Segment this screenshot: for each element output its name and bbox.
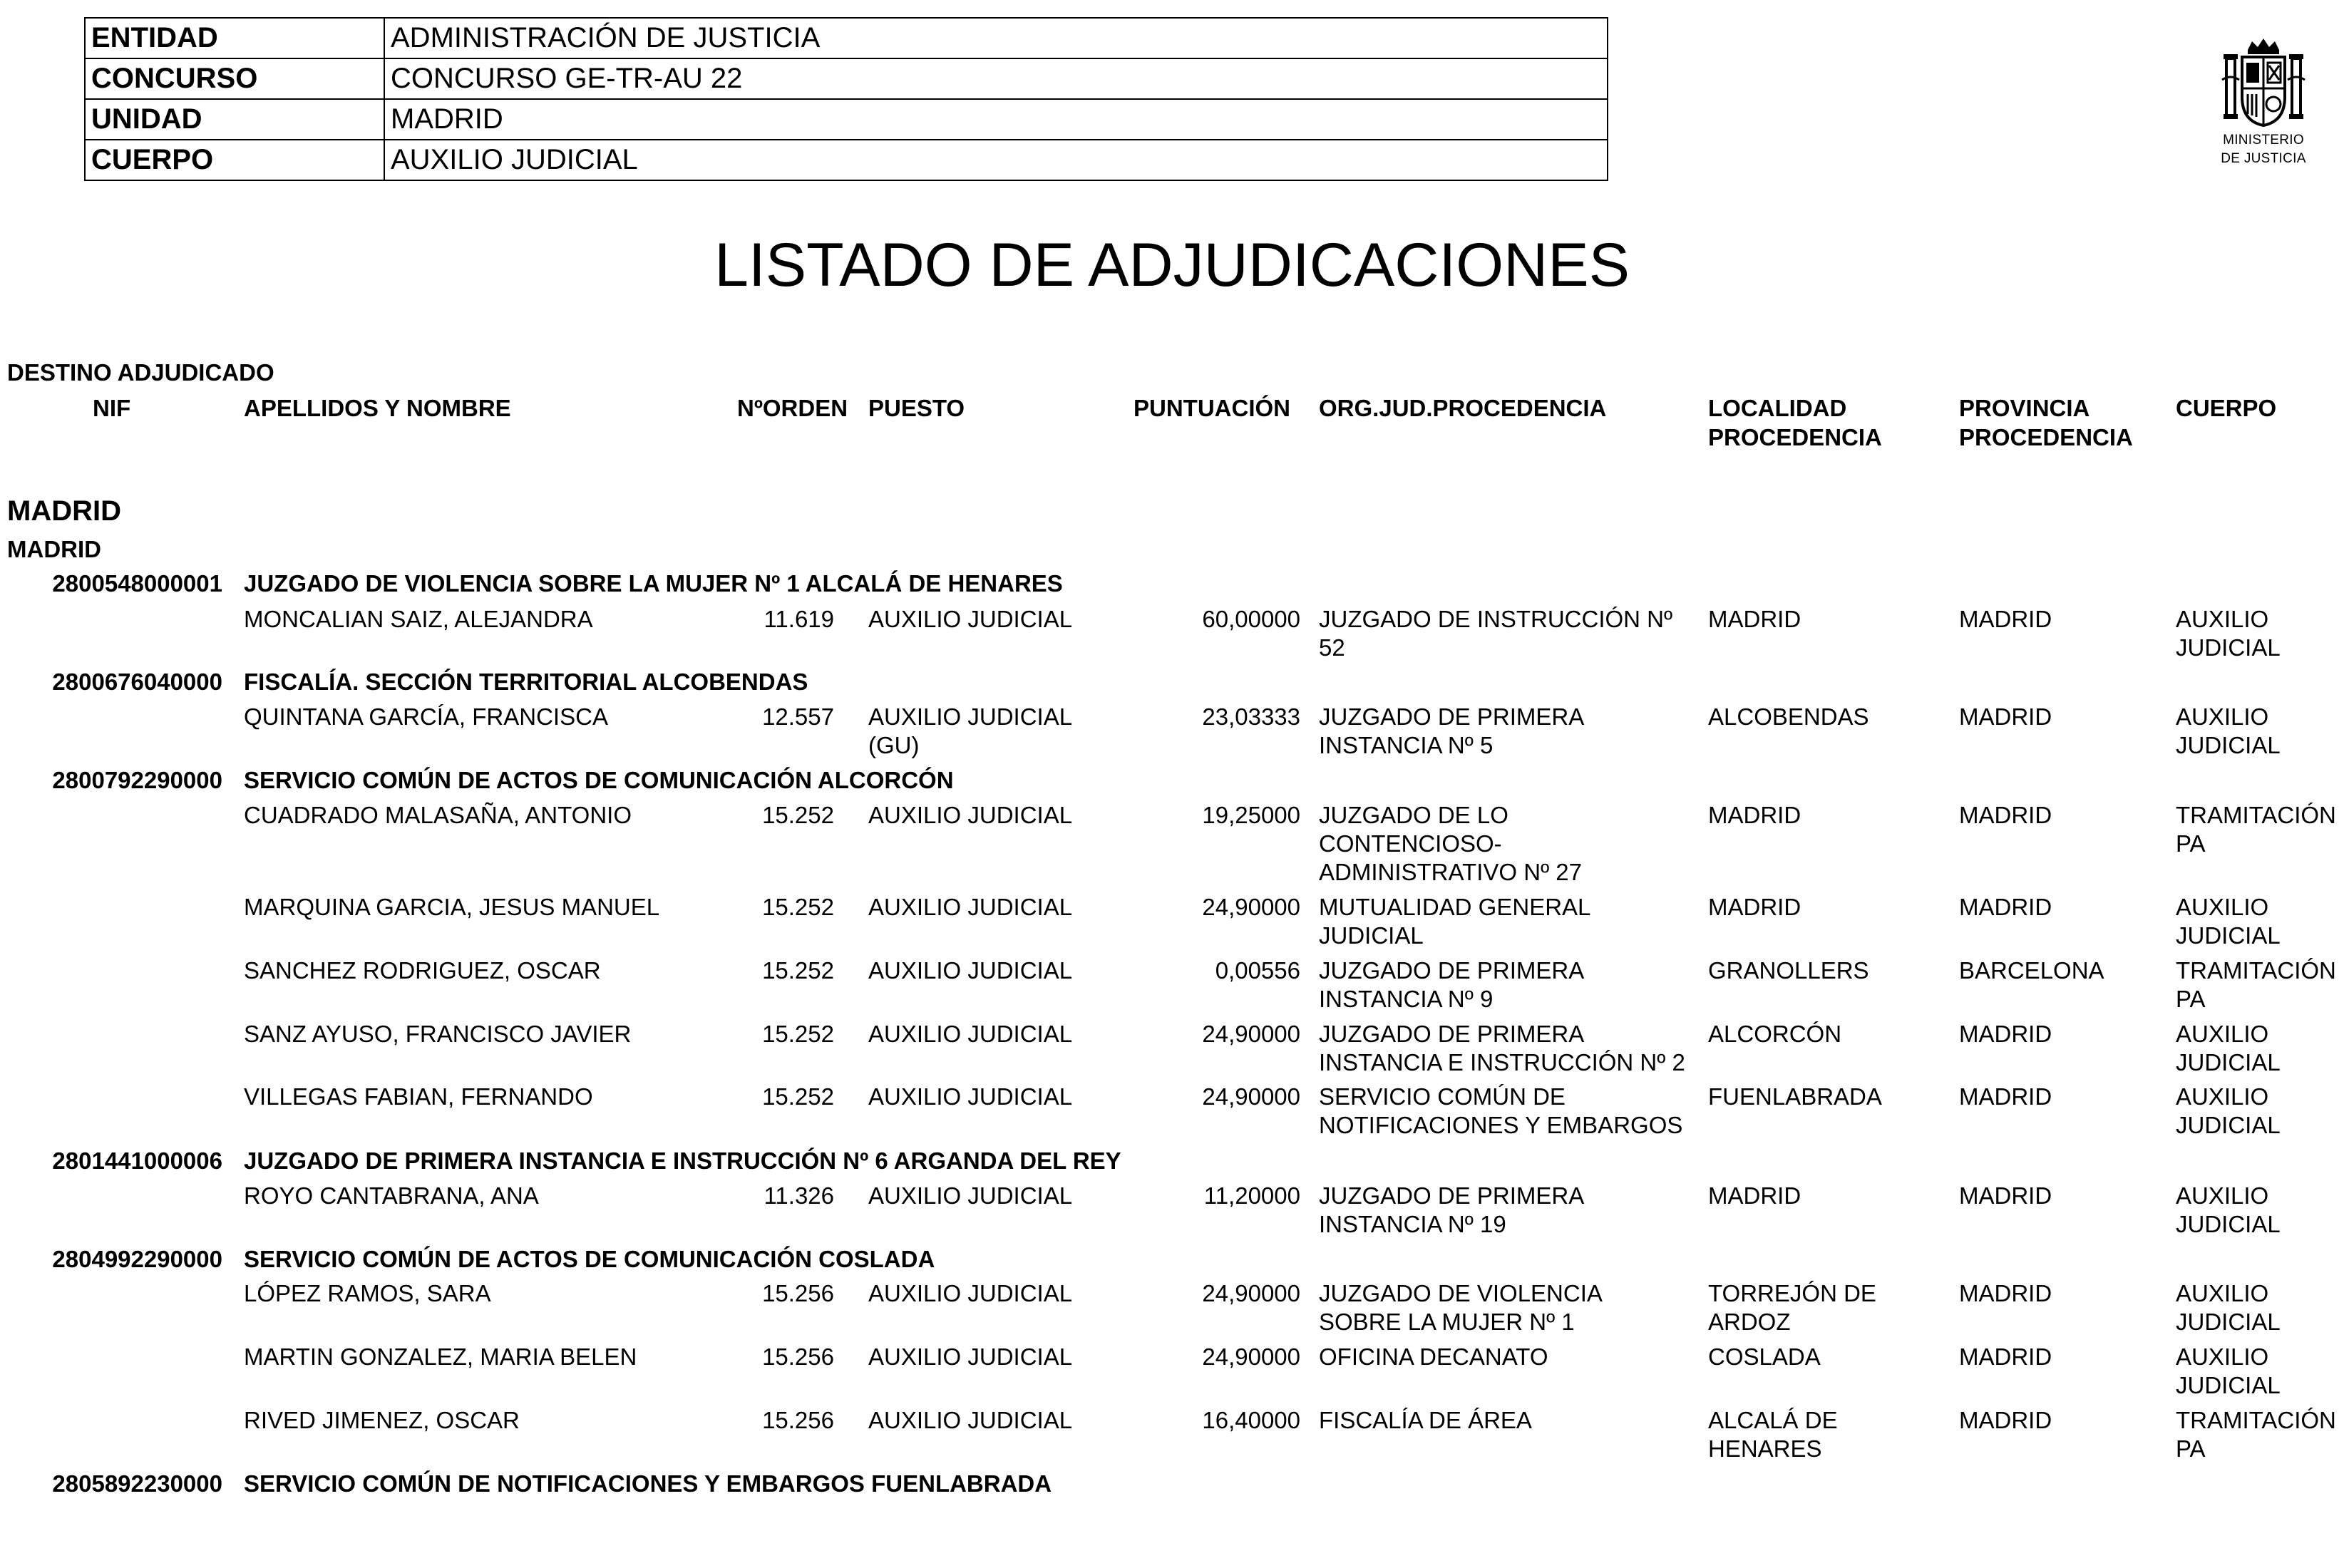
cell-localidad: MADRID: [1708, 606, 1801, 632]
cell-nombre: SANZ AYUSO, FRANCISCO JAVIER: [244, 1021, 632, 1047]
cell-puntuacion: 23,03333: [1202, 703, 1300, 730]
unit-nif: 2804992290000: [52, 1246, 222, 1272]
cell-nombre: MONCALIAN SAIZ, ALEJANDRA: [244, 606, 593, 632]
cell-orden: 15.252: [762, 1021, 834, 1047]
col-header-orden: NºORDEN: [737, 395, 848, 421]
cell-puntuacion: 24,90000: [1202, 894, 1300, 920]
cell-provincia: BARCELONA: [1959, 957, 2104, 984]
col-header-provincia-2: PROCEDENCIA: [1959, 424, 2133, 450]
unit-name: FISCALÍA. SECCIÓN TERRITORIAL ALCOBENDAS: [244, 669, 808, 695]
cell-puesto: AUXILIO JUDICIAL: [868, 1083, 1073, 1110]
cell-orden: 15.256: [762, 1343, 834, 1370]
cell-org-2: INSTANCIA Nº 9: [1319, 986, 1494, 1012]
cell-org-1: OFICINA DECANATO: [1319, 1343, 1548, 1370]
cell-orden: 11.619: [764, 606, 834, 632]
cell-org-2: JUDICIAL: [1319, 922, 1424, 949]
cell-localidad-1: TORREJÓN DE: [1708, 1280, 1876, 1306]
cell-org-1: FISCALÍA DE ÁREA: [1319, 1407, 1532, 1433]
info-value: CONCURSO GE-TR-AU 22: [384, 58, 1608, 99]
page-title: LISTADO DE ADJUDICACIONES: [714, 231, 1630, 299]
cell-org-1: JUZGADO DE VIOLENCIA: [1319, 1280, 1603, 1306]
cell-cuerpo-1: AUXILIO: [2176, 1182, 2269, 1209]
unit-row: [0, 666, 2344, 698]
cell-org-1: JUZGADO DE PRIMERA: [1319, 703, 1585, 730]
cell-nombre: VILLEGAS FABIAN, FERNANDO: [244, 1083, 593, 1110]
col-header-localidad-2: PROCEDENCIA: [1708, 424, 1882, 450]
cell-nombre: RIVED JIMENEZ, OSCAR: [244, 1407, 520, 1433]
cell-provincia: MADRID: [1959, 1182, 2052, 1209]
cell-puesto: AUXILIO JUDICIAL: [868, 1182, 1073, 1209]
cell-orden: 15.252: [762, 1083, 834, 1110]
cell-puesto: AUXILIO JUDICIAL: [868, 606, 1073, 632]
cell-cuerpo-1: AUXILIO: [2176, 1083, 2269, 1110]
info-value: ADMINISTRACIÓN DE JUSTICIA: [384, 18, 1608, 58]
cell-puesto: AUXILIO JUDICIAL: [868, 1407, 1073, 1433]
cell-puntuacion: 60,00000: [1202, 606, 1300, 632]
cell-cuerpo-1: AUXILIO: [2176, 1343, 2269, 1370]
cell-localidad-2: HENARES: [1708, 1435, 1822, 1462]
cell-cuerpo-2: PA: [2176, 986, 2206, 1012]
unit-nif: 2800676040000: [52, 669, 222, 695]
unit-row: [0, 1468, 2344, 1500]
region-heading: MADRID: [7, 495, 121, 527]
cell-cuerpo-2: PA: [2176, 1435, 2206, 1462]
cell-cuerpo-1: TRAMITACIÓN: [2176, 1407, 2336, 1433]
cell-org-2: CONTENCIOSO-: [1319, 830, 1502, 857]
unit-nif: 2801441000006: [52, 1147, 222, 1174]
cell-cuerpo-2: JUDICIAL: [2176, 1309, 2281, 1335]
cell-cuerpo-2: JUDICIAL: [2176, 634, 2281, 661]
cell-org-3: ADMINISTRATIVO Nº 27: [1319, 859, 1582, 885]
unit-name: SERVICIO COMÚN DE ACTOS DE COMUNICACIÓN ALCORCÓN: [244, 767, 954, 793]
cell-orden: 12.557: [762, 703, 834, 730]
info-row-concurso: [85, 58, 1608, 99]
cell-provincia: MADRID: [1959, 1407, 2052, 1433]
subregion-heading: MADRID: [7, 536, 101, 562]
cell-cuerpo-1: AUXILIO: [2176, 894, 2269, 920]
cell-orden: 15.252: [762, 894, 834, 920]
cell-nombre: SANCHEZ RODRIGUEZ, OSCAR: [244, 957, 601, 984]
info-label: CONCURSO: [85, 58, 384, 99]
cell-puntuacion: 11,20000: [1203, 1182, 1300, 1209]
cell-cuerpo-1: AUXILIO: [2176, 1021, 2269, 1047]
info-label: CUERPO: [85, 140, 384, 180]
cell-cuerpo-2: JUDICIAL: [2176, 1211, 2281, 1237]
cell-puesto: AUXILIO JUDICIAL: [868, 1280, 1073, 1306]
cell-org-1: JUZGADO DE PRIMERA: [1319, 1021, 1585, 1047]
info-label: UNIDAD: [85, 99, 384, 140]
cell-puesto: AUXILIO JUDICIAL: [868, 802, 1073, 828]
cell-cuerpo-2: JUDICIAL: [2176, 922, 2281, 949]
cell-puesto: AUXILIO JUDICIAL: [868, 1343, 1073, 1370]
cell-org-2: INSTANCIA E INSTRUCCIÓN Nº 2: [1319, 1049, 1685, 1076]
cell-puntuacion: 24,90000: [1202, 1280, 1300, 1306]
col-header-cuerpo: CUERPO: [2176, 395, 2277, 421]
cell-puntuacion: 24,90000: [1202, 1083, 1300, 1110]
col-header-provincia-1: PROVINCIA: [1959, 395, 2090, 421]
unit-name: JUZGADO DE VIOLENCIA SOBRE LA MUJER Nº 1 ALCALÁ DE HENARES: [244, 570, 1063, 597]
cell-cuerpo-2: PA: [2176, 830, 2206, 857]
logo-line-1: MINISTERIO: [2223, 133, 2304, 148]
cell-localidad: ALCORCÓN: [1708, 1021, 1842, 1047]
cell-org-1: JUZGADO DE LO: [1319, 802, 1508, 828]
info-label: ENTIDAD: [85, 18, 384, 58]
cell-puntuacion: 16,40000: [1202, 1407, 1300, 1433]
cell-orden: 15.256: [762, 1407, 834, 1433]
cell-puntuacion: 24,90000: [1202, 1021, 1300, 1047]
info-row-cuerpo: [85, 140, 1608, 180]
cell-puesto: AUXILIO JUDICIAL: [868, 957, 1073, 984]
info-value: AUXILIO JUDICIAL: [384, 140, 1608, 180]
cell-provincia: MADRID: [1959, 1343, 2052, 1370]
unit-name: JUZGADO DE PRIMERA INSTANCIA E INSTRUCCIÓN Nº 6 ARGANDA DEL REY: [244, 1147, 1121, 1174]
cell-localidad-1: ALCALÁ DE: [1708, 1407, 1838, 1433]
cell-cuerpo-2: JUDICIAL: [2176, 1112, 2281, 1138]
cell-cuerpo-1: AUXILIO: [2176, 606, 2269, 632]
cell-cuerpo-2: JUDICIAL: [2176, 1372, 2281, 1398]
col-header-org: ORG.JUD.PROCEDENCIA: [1319, 395, 1607, 421]
ministry-logo: [2214, 37, 2313, 167]
unit-nif: 2800548000001: [52, 570, 222, 597]
cell-cuerpo-2: JUDICIAL: [2176, 732, 2281, 758]
cell-provincia: MADRID: [1959, 1280, 2052, 1306]
cell-puesto: AUXILIO JUDICIAL: [868, 894, 1073, 920]
col-header-nombre: APELLIDOS Y NOMBRE: [244, 395, 511, 421]
coat-of-arms-icon: [2221, 37, 2306, 130]
cell-orden: 15.256: [762, 1280, 834, 1306]
cell-provincia: MADRID: [1959, 703, 2052, 730]
cell-nombre: CUADRADO MALASAÑA, ANTONIO: [244, 802, 632, 828]
unit-nif: 2800792290000: [52, 767, 222, 793]
cell-orden: 11.326: [764, 1182, 834, 1209]
cell-org-1: MUTUALIDAD GENERAL: [1319, 894, 1591, 920]
cell-localidad: MADRID: [1708, 802, 1801, 828]
cell-puesto: AUXILIO JUDICIAL: [868, 1021, 1073, 1047]
cell-cuerpo-1: TRAMITACIÓN: [2176, 802, 2336, 828]
cell-org-2: NOTIFICACIONES Y EMBARGOS: [1319, 1112, 1683, 1138]
cell-org-2: 52: [1319, 634, 1345, 661]
cell-nombre: LÓPEZ RAMOS, SARA: [244, 1280, 491, 1306]
unit-name: SERVICIO COMÚN DE ACTOS DE COMUNICACIÓN COSLADA: [244, 1246, 935, 1272]
cell-puntuacion: 19,25000: [1202, 802, 1300, 828]
cell-localidad: FUENLABRADA: [1708, 1083, 1882, 1110]
cell-puesto: AUXILIO JUDICIAL: [868, 703, 1073, 730]
cell-puntuacion: 24,90000: [1202, 1343, 1300, 1370]
cell-puesto-2: (GU): [868, 732, 920, 758]
cell-provincia: MADRID: [1959, 1021, 2052, 1047]
info-value: MADRID: [384, 99, 1608, 140]
cell-org-1: JUZGADO DE INSTRUCCIÓN Nº: [1319, 606, 1673, 632]
col-header-nif: NIF: [93, 395, 131, 421]
unit-row: [0, 1145, 2344, 1177]
unit-row: [0, 765, 2344, 796]
cell-cuerpo-1: AUXILIO: [2176, 1280, 2269, 1306]
cell-cuerpo-1: TRAMITACIÓN: [2176, 957, 2336, 984]
cell-localidad: MADRID: [1708, 894, 1801, 920]
cell-org-1: JUZGADO DE PRIMERA: [1319, 1182, 1585, 1209]
cell-nombre: MARQUINA GARCIA, JESUS MANUEL: [244, 894, 660, 920]
cell-localidad-2: ARDOZ: [1708, 1309, 1791, 1335]
logo-line-2: DE JUSTICIA: [2221, 151, 2306, 166]
cell-org-1: JUZGADO DE PRIMERA: [1319, 957, 1585, 984]
cell-org-1: SERVICIO COMÚN DE: [1319, 1083, 1566, 1110]
cell-cuerpo-1: AUXILIO: [2176, 703, 2269, 730]
info-table: [84, 17, 1608, 181]
cell-org-2: INSTANCIA Nº 5: [1319, 732, 1494, 758]
cell-org-2: INSTANCIA Nº 19: [1319, 1211, 1506, 1237]
destino-label: DESTINO ADJUDICADO: [7, 359, 274, 386]
unit-row: [0, 1244, 2344, 1275]
cell-cuerpo-2: JUDICIAL: [2176, 1049, 2281, 1076]
unit-nif: 2805892230000: [52, 1470, 222, 1497]
col-header-puesto: PUESTO: [868, 395, 965, 421]
cell-org-2: SOBRE LA MUJER Nº 1: [1319, 1309, 1575, 1335]
cell-nombre: ROYO CANTABRANA, ANA: [244, 1182, 539, 1209]
cell-puntuacion: 0,00556: [1215, 957, 1300, 984]
info-row-entidad: [85, 18, 1608, 58]
cell-localidad: MADRID: [1708, 1182, 1801, 1209]
unit-name: SERVICIO COMÚN DE NOTIFICACIONES Y EMBARGOS FUENLABRADA: [244, 1470, 1052, 1497]
cell-provincia: MADRID: [1959, 606, 2052, 632]
cell-provincia: MADRID: [1959, 894, 2052, 920]
cell-localidad: COSLADA: [1708, 1343, 1821, 1370]
unit-row: [0, 568, 2344, 599]
cell-provincia: MADRID: [1959, 1083, 2052, 1110]
cell-nombre: MARTIN GONZALEZ, MARIA BELEN: [244, 1343, 637, 1370]
info-row-unidad: [85, 99, 1608, 140]
cell-orden: 15.252: [762, 957, 834, 984]
cell-orden: 15.252: [762, 802, 834, 828]
col-header-localidad-1: LOCALIDAD: [1708, 395, 1847, 421]
col-header-puntuacion: PUNTUACIÓN: [1134, 395, 1290, 421]
cell-localidad: GRANOLLERS: [1708, 957, 1869, 984]
cell-provincia: MADRID: [1959, 802, 2052, 828]
cell-localidad: ALCOBENDAS: [1708, 703, 1869, 730]
cell-nombre: QUINTANA GARCÍA, FRANCISCA: [244, 703, 608, 730]
